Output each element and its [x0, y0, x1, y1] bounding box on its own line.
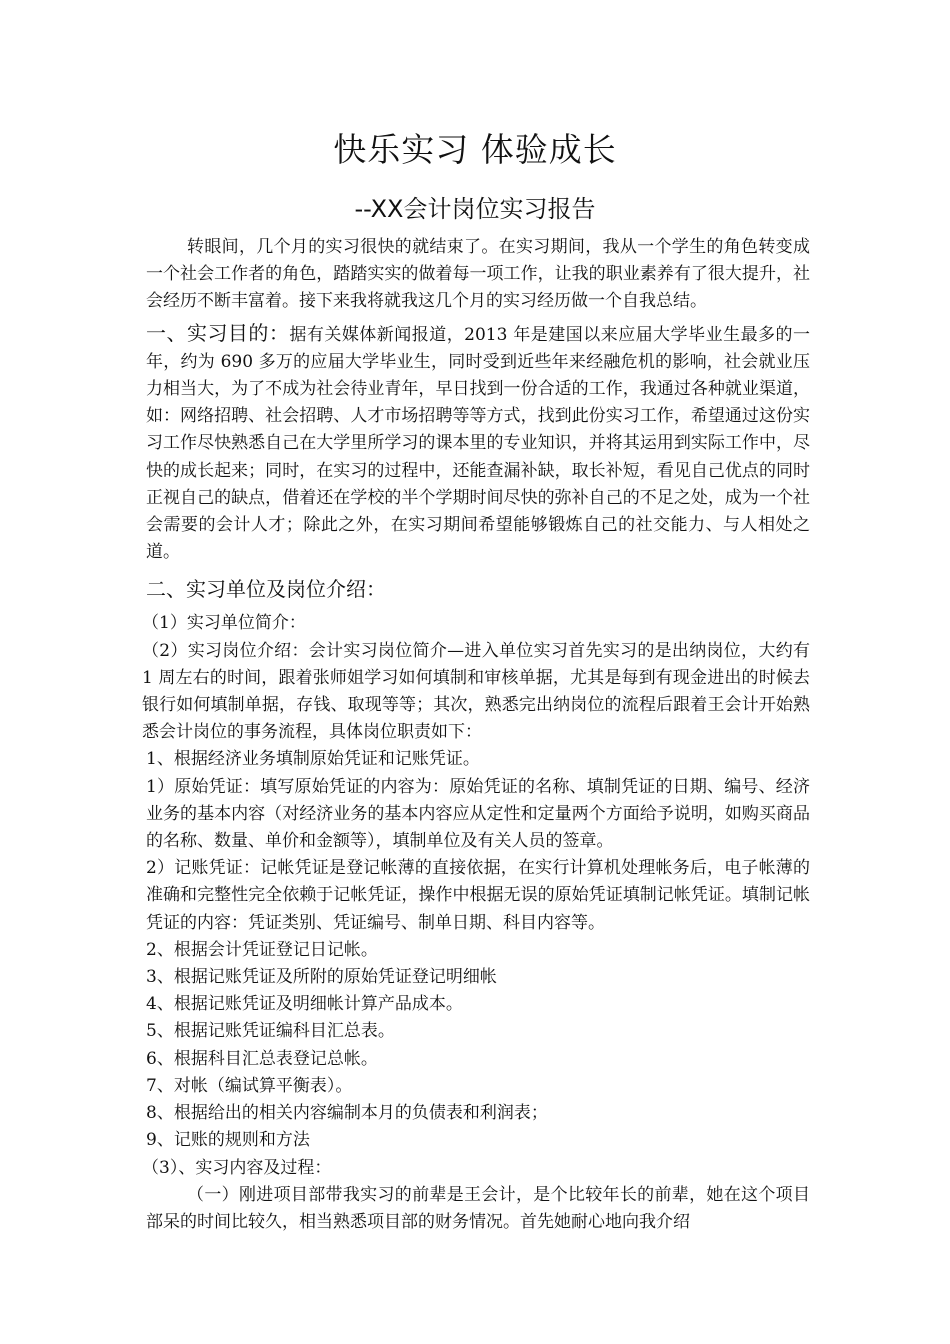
- item-content-heading: （3）、实习内容及过程：: [142, 1157, 332, 1178]
- item-unit-intro: （1）实习单位简介：: [142, 613, 306, 634]
- content-paragraph-1: （一）刚进项目部带我实习的前辈是王会计，是个比较年长的前辈，她在这个项目部呆的时间比较久，相当熟悉项目部的财务情况。首先她耐心地向我介绍: [146, 1184, 810, 1232]
- document-title: 快乐实习 体验成长: [333, 130, 617, 169]
- duty-3: 3、根据记账凭证及所附的原始凭证登记明细帐: [146, 967, 497, 988]
- item-post-intro: （2）实习岗位介绍：会计实习岗位简介—进入单位实习首先实习的是出纳岗位，大约有 1 周左右的时间，跟着张师姐学习如何填制和审核单据，尤其是每到有现金进出的时候去银行如何填制单据，存钱、取现等等；其次，熟悉完出纳岗位的流程后跟着王会计开始熟悉会计岗位的事务流程，具体岗位职责如下：: [142, 640, 810, 743]
- duty-1a: 1）原始凭证：填写原始凭证的内容为：原始凭证的名称、填制凭证的日期、编号、经济业务的基本内容（对经济业务的基本内容应从定性和定量两个方面给予说明，如购买商品的名称、数量、单价和金额等），填制单位及有关人员的签章。: [146, 776, 810, 852]
- document-subtitle: --XX会计岗位实习报告: [354, 195, 596, 223]
- duty-4: 4、根据记账凭证及明细帐计算产品成本。: [146, 994, 463, 1015]
- document-body: [142, 234, 811, 1236]
- duty-1b: 2）记账凭证：记帐凭证是登记帐薄的直接依据，在实行计算机处理帐务后，电子帐薄的准确和完整性完全依赖于记帐凭证，操作中根据无误的原始凭证填制记帐凭证。填制记帐凭证的内容：凭证类别、凭证编号、制单日期、科目内容等。: [146, 858, 810, 933]
- duty-7: 7、对帐（编试算平衡表）。: [146, 1075, 353, 1096]
- duty-5: 5、根据记账凭证编科目汇总表。: [146, 1021, 395, 1042]
- section2-heading: 二、实习单位及岗位介绍：: [146, 577, 386, 602]
- section1-paragraph: [146, 320, 810, 567]
- intro-paragraph: 转眼间，几个月的实习很快的就结束了。在实习期间，我从一个学生的角色转变成一个社会工作者的角色，踏踏实实的做着每一项工作，让我的职业素养有了很大提升，社会经历不断丰富着。接下来我将就我这几个月的实习经历做一个自我总结。: [146, 237, 810, 312]
- duty-2: 2、根据会计凭证登记日记帐。: [146, 939, 378, 960]
- duty-9: 9、记账的规则和方法: [146, 1130, 310, 1151]
- duty-1: 1、根据经济业务填制原始凭证和记账凭证。: [146, 749, 480, 770]
- section1-heading: 一、实习目的：: [146, 320, 290, 345]
- duty-6: 6、根据科目汇总表登记总帐。: [146, 1048, 378, 1069]
- duty-8: 8、根据给出的相关内容编制本月的负债表和利润表；: [146, 1103, 548, 1124]
- section1-text: 据有关媒体新闻报道，2013 年是建国以来应届大学毕业生最多的一年，约为 690 多万的应届大学毕业生，同时受到近些年来经融危机的影响，社会就业压力相当大，为了不成为社会待业青年，早日找到一份合适的工作，我通过各种就业渠道，如：网络招聘、社会招聘、人才市场招聘等等方式，找到此份实习工作，希望通过这份实习工作尽快熟悉自己在大学里所学习的课本里的专业知识，并将其运用到实际工作中，尽快的成长起来；同时，在实习的过程中，还能查漏补缺，取长补短，看见自己优点的同时正视自己的缺点，借着还在学校的半个学期时间尽快的弥补自己的不足之处，成为一个社会需要的会计人才；除此之外，在实习期间希望能够锻炼自己的社交能力、与人相处之道。: [146, 324, 811, 563]
